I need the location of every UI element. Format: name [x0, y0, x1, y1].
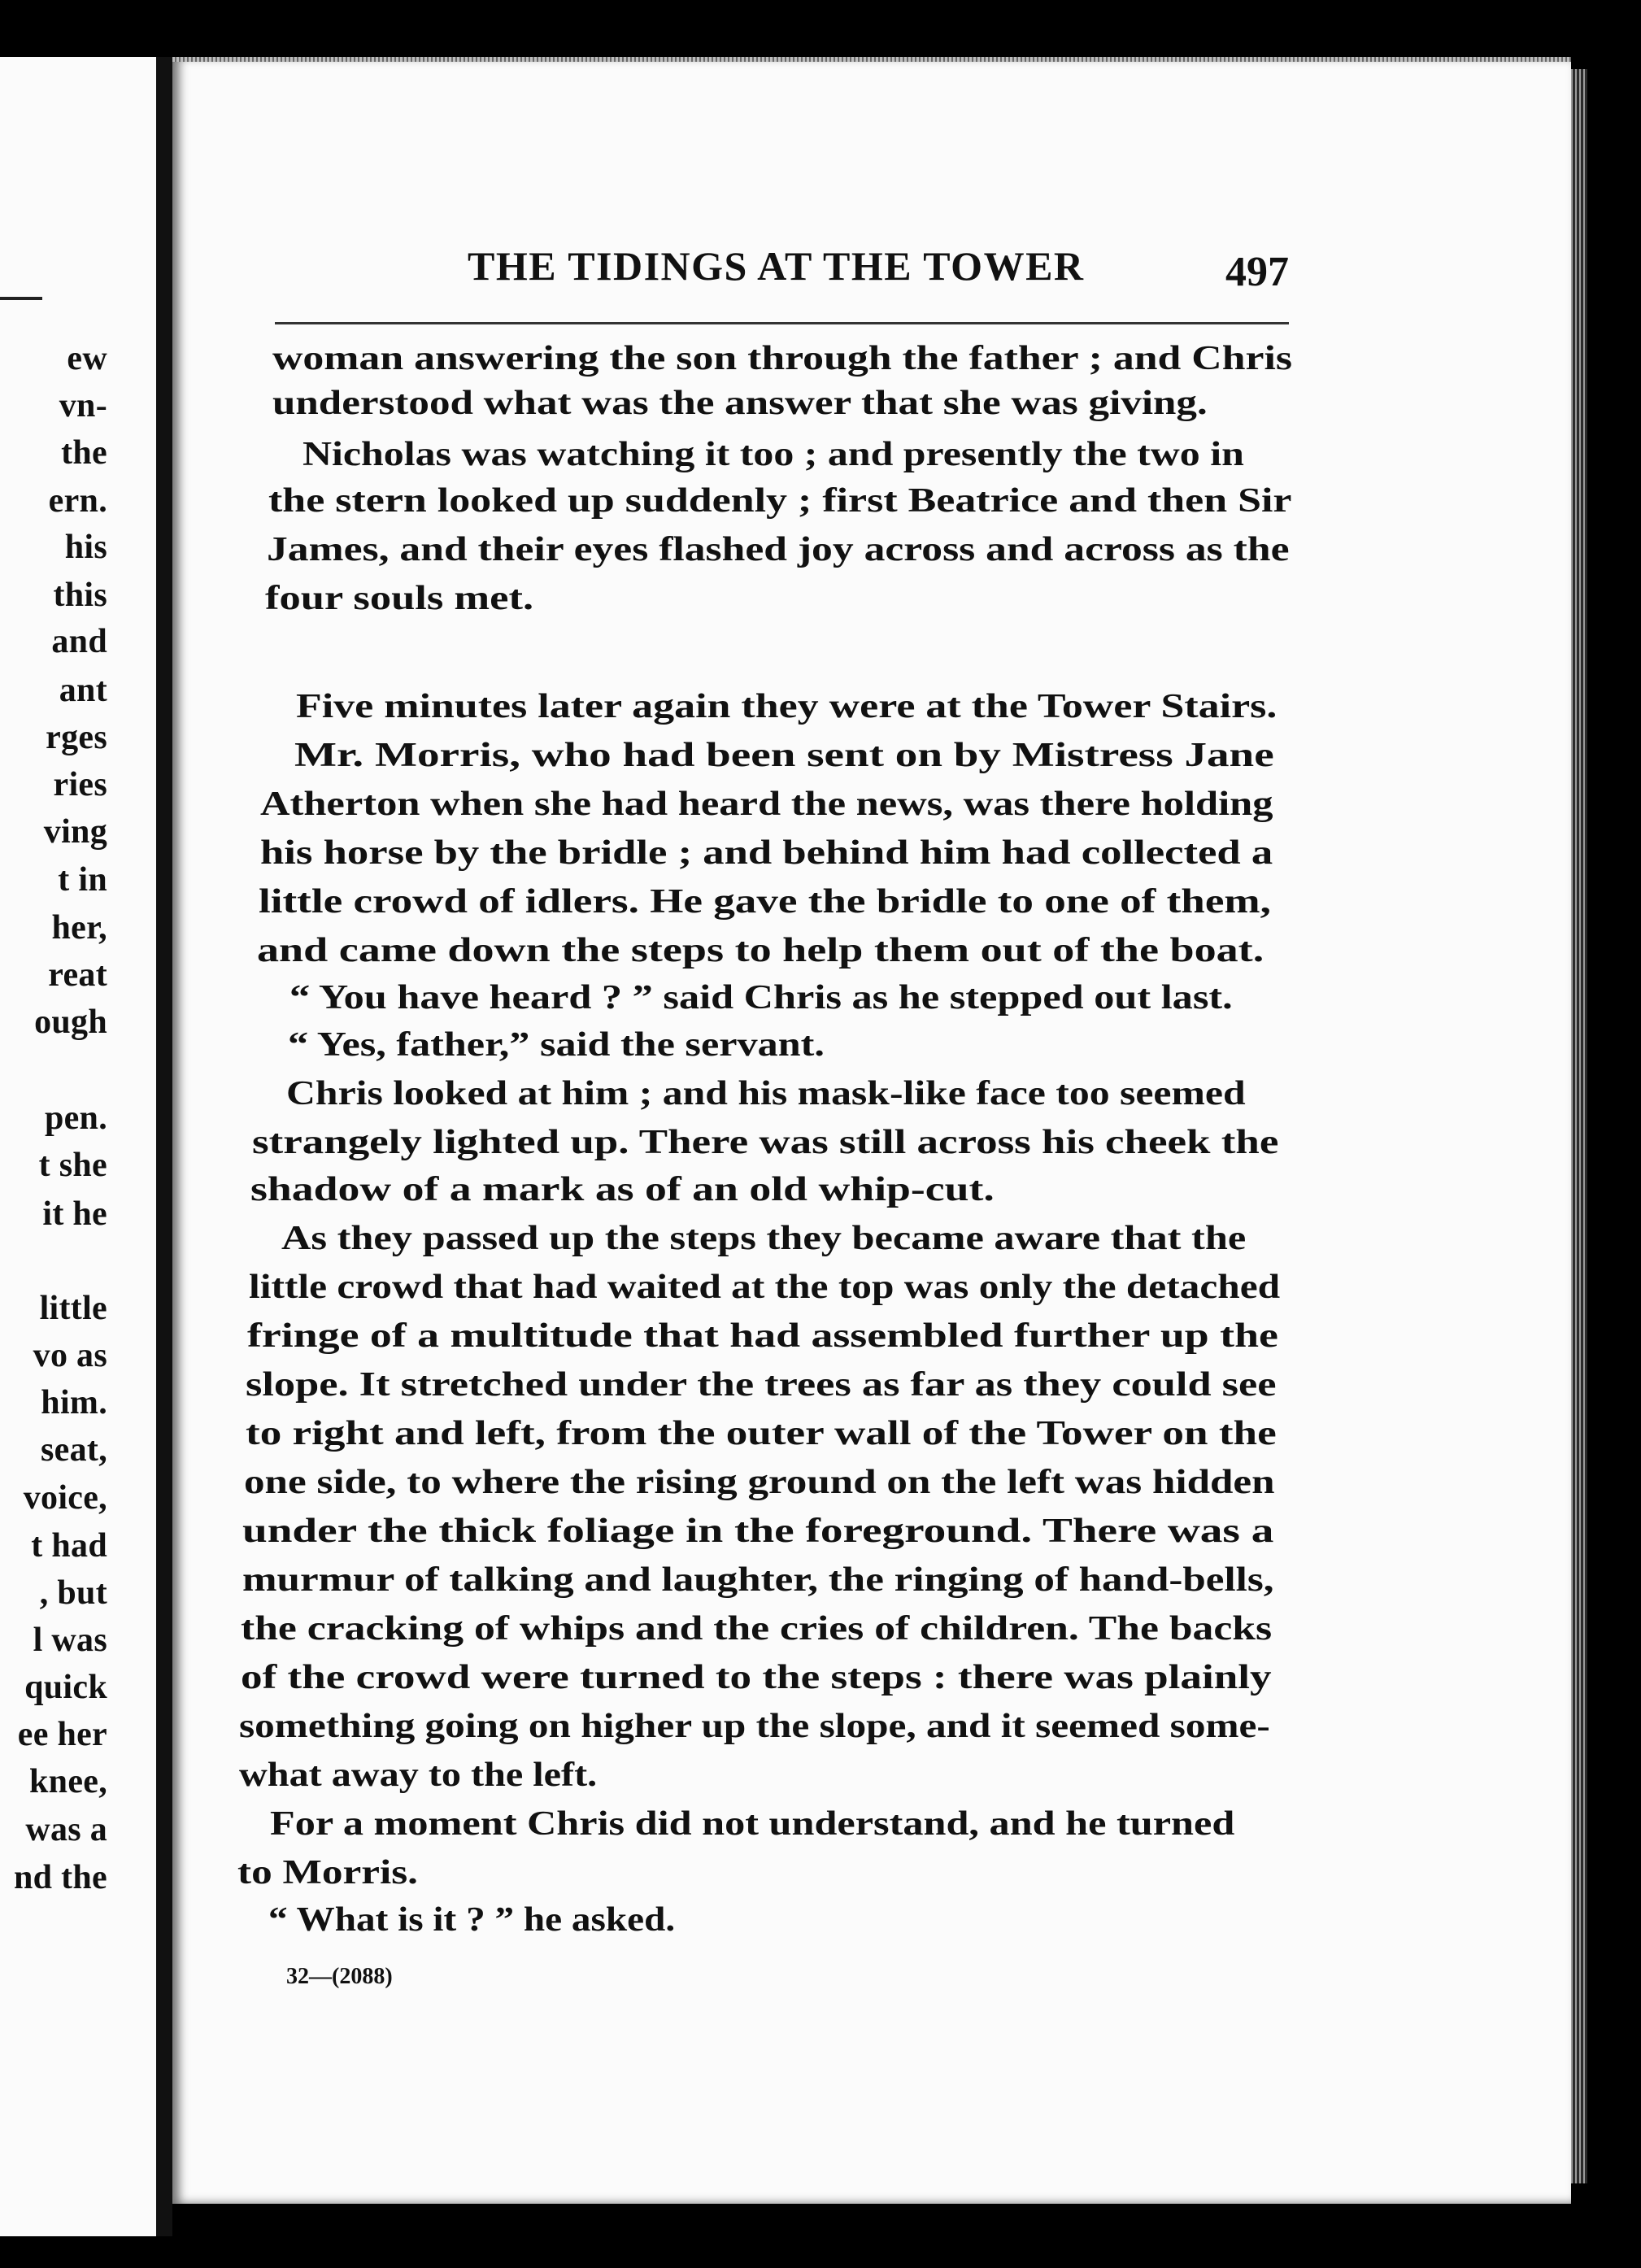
body-line: little crowd of idlers. He gave the bridle to one of them, [259, 883, 1271, 921]
body-line: four souls met. [265, 580, 534, 617]
body-line: of the crowd were turned to the steps : there was plainly [241, 1659, 1272, 1696]
left-page-line: this [53, 577, 107, 614]
body-line: little crowd that had waited at the top was only the detached [249, 1269, 1281, 1306]
page-number: 497 [1225, 249, 1289, 295]
body-line: fringe of a multitude that had assembled further up the [247, 1317, 1278, 1355]
header-rule [275, 322, 1289, 324]
left-page-line: nd the [13, 1859, 107, 1896]
body-line: “ What is it ? ” he asked. [268, 1901, 676, 1939]
left-page-line: and [51, 623, 107, 660]
left-page-line: her, [51, 909, 107, 947]
left-page-line: it he [42, 1195, 107, 1233]
left-page-line: ough [34, 1003, 107, 1041]
left-page-line: him. [41, 1384, 107, 1421]
body-line: Chris looked at him ; and his mask-like face too seemed [286, 1075, 1246, 1112]
left-page-line: rges [46, 719, 107, 756]
body-line: Nicholas was watching it too ; and presently the two in [303, 436, 1244, 473]
body-line: slope. It stretched under the trees as far as they could see [246, 1366, 1277, 1404]
book-gutter [156, 57, 172, 2236]
left-page [0, 57, 156, 2236]
signature-mark: 32—(2088) [286, 1964, 393, 1989]
body-line: to right and left, from the outer wall of the Tower on the [246, 1415, 1277, 1452]
body-line: For a moment Chris did not understand, and he turned [270, 1805, 1235, 1843]
left-page-line: his [64, 529, 107, 566]
body-line: “ Yes, father,” said the servant. [288, 1026, 825, 1064]
body-line: woman answering the son through the father ; and Chris [272, 340, 1293, 377]
left-page-line: ew [67, 340, 107, 377]
left-page-line: pen. [44, 1099, 107, 1137]
left-page-line: the [61, 434, 107, 472]
left-page-line: ries [53, 766, 107, 803]
left-page-line: seat, [41, 1431, 107, 1469]
left-page-line: t had [31, 1527, 107, 1565]
left-page-line: was a [25, 1811, 107, 1848]
body-line: one side, to where the rising ground on the left was hidden [244, 1464, 1275, 1501]
left-page-line: t she [38, 1147, 107, 1184]
body-line: murmur of talking and laughter, the ringing of hand-bells, [242, 1561, 1274, 1599]
body-line: As they passed up the steps they became aware that the [281, 1220, 1247, 1257]
body-line: the cracking of whips and the cries of children. The backs [241, 1610, 1273, 1648]
left-page-line: ant [59, 672, 107, 709]
left-page-line: reat [48, 956, 107, 994]
body-line: what away to the left. [239, 1757, 598, 1794]
body-line: to Morris. [237, 1854, 418, 1891]
left-page-line: ee her [17, 1716, 107, 1753]
body-line: Mr. Morris, who had been sent on by Mistress Jane [294, 737, 1274, 774]
page-side-edges [1571, 69, 1587, 2183]
body-line: something going on higher up the slope, and it seemed some- [239, 1708, 1270, 1745]
body-line: under the thick foliage in the foreground. There was a [242, 1513, 1274, 1550]
left-page-line: vn- [59, 387, 107, 424]
left-page-line: vo as [33, 1337, 107, 1374]
left-page-line: ern. [48, 482, 107, 520]
page-top-edge [172, 57, 1571, 62]
body-line: understood what was the answer that she was giving. [272, 385, 1208, 422]
left-page-line: quick [24, 1669, 107, 1706]
body-line: Five minutes later again they were at the Tower Stairs. [296, 688, 1278, 725]
left-page-line: knee, [29, 1763, 107, 1800]
body-line: James, and their eyes flashed joy across and across as the [267, 531, 1290, 568]
body-line: the stern looked up suddenly ; first Beatrice and then Sir [268, 482, 1292, 520]
running-title: THE TIDINGS AT THE TOWER [468, 243, 1085, 289]
left-page-line: l was [33, 1622, 107, 1659]
body-line: shadow of a mark as of an old whip-cut. [250, 1171, 995, 1208]
body-line: “ You have heard ? ” said Chris as he stepped out last. [289, 979, 1233, 1016]
body-line: Atherton when she had heard the news, was there holding [260, 786, 1273, 823]
left-page-line: ving [43, 813, 107, 851]
body-line: strangely lighted up. There was still across his cheek the [252, 1124, 1279, 1161]
left-page-line: little [39, 1290, 107, 1327]
body-line: his horse by the bridle ; and behind him had collected a [260, 834, 1273, 872]
left-page-line: voice, [23, 1479, 107, 1517]
body-line: and came down the steps to help them out of the boat. [257, 932, 1264, 969]
left-page-line: t in [58, 861, 107, 899]
left-page-line: , but [39, 1574, 107, 1612]
left-page-rule [0, 297, 42, 300]
